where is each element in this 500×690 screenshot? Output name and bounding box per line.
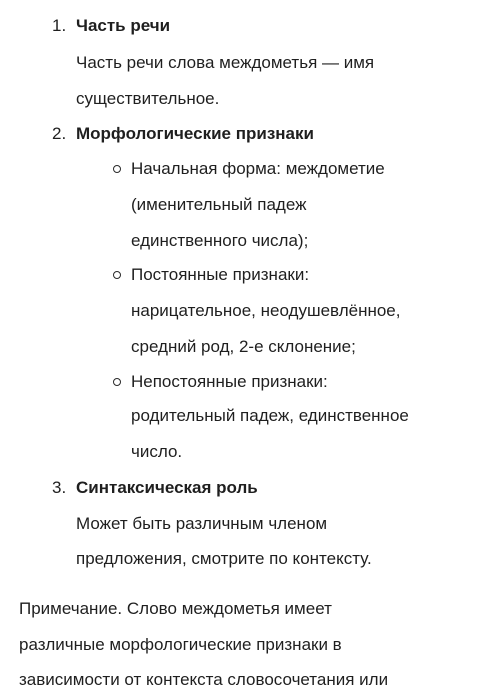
list-number: 1.: [52, 16, 67, 35]
list-number: 2.: [52, 124, 67, 143]
note-line: различные морфологические признаки в: [19, 635, 342, 654]
list-heading: Часть речи: [76, 16, 171, 35]
circle-bullet-icon: [113, 378, 121, 386]
list-body-line: существительное.: [76, 89, 220, 108]
list-body-line: Часть речи слова междометья — имя: [76, 53, 375, 72]
sub-item-line: число.: [131, 442, 183, 461]
sub-item-line: Начальная форма: междометие: [131, 159, 385, 178]
sub-item-line: (именительный падеж: [131, 195, 307, 214]
circle-bullet-icon: [113, 165, 121, 173]
sub-item-line: Постоянные признаки:: [131, 265, 310, 284]
sub-item-line: родительный падеж, единственное: [131, 406, 409, 425]
list-body-line: Может быть различным членом: [76, 514, 328, 533]
note-line: зависимости от контекста словосочетания или: [19, 670, 389, 689]
sub-item-line: единственного числа);: [131, 231, 309, 250]
note-line: Примечание. Слово междометья имеет: [19, 599, 332, 618]
circle-bullet-icon: [113, 271, 121, 279]
sub-item-line: нарицательное, неодушевлённое,: [131, 301, 401, 320]
list-body-line: предложения, смотрите по контексту.: [76, 549, 372, 568]
list-number: 3.: [52, 478, 67, 497]
sub-item-line: средний род, 2-е склонение;: [131, 337, 356, 356]
list-heading: Морфологические признаки: [76, 124, 314, 143]
list-heading: Синтаксическая роль: [76, 478, 258, 497]
sub-item-line: Непостоянные признаки:: [131, 372, 328, 391]
